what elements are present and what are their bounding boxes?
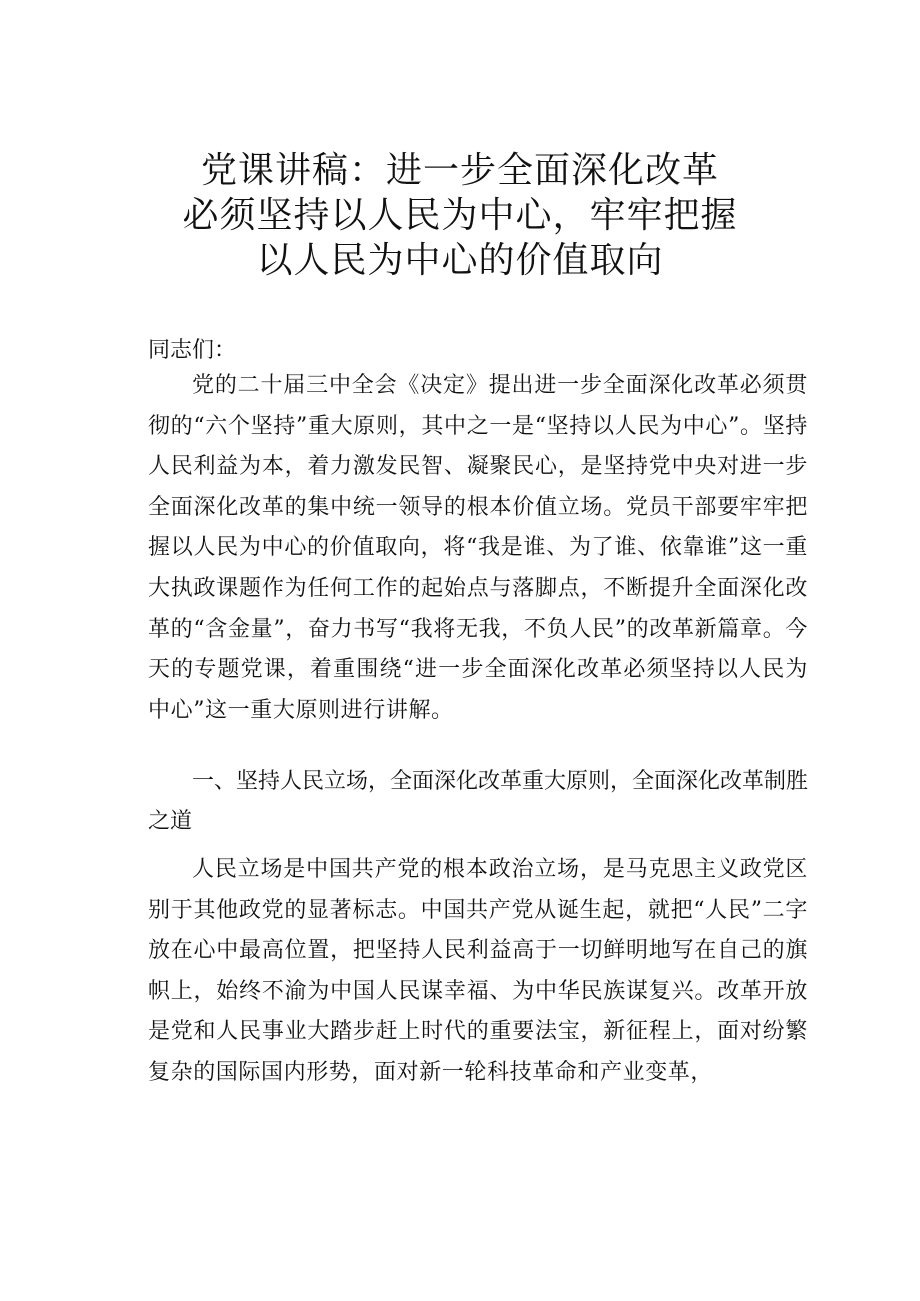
section-heading-1: 一、坚持人民立场，全面深化改革重大原则，全面深化改革制胜之道 — [148, 769, 809, 834]
paragraph-intro: 党的二十届三中全会《决定》提出进一步全面深化改革必须贯彻的“六个坚持”重大原则，其中之一是“坚持以人民为中心”。坚持人民利益为本，着力激发民智、凝聚民心，是坚持党中央对进一步全面深化改革的集中统一领导的根本价值立场。党员干部要牢牢把握以人民为中心的价值取向，将“我是谁、为了谁、依靠谁”这一重大执政课题作为任何工作的起始点与落脚点，不断提升全面深化改革的“含金量”，奋力书写“我将无我，不负人民”的改革新篇章。今天的专题党课，着重围绕“进一步全面深化改革必须坚持以人民为中心”这一重大原则进行讲解。 — [148, 373, 808, 723]
document-title — [120, 148, 800, 283]
paragraph-section-1: 人民立场是中国共产党的根本政治立场，是马克思主义政党区别于其他政党的显著标志。中国共产党从诞生起，就把“人民”二字放在心中最高位置，把坚持人民利益高于一切鲜明地写在自己的旗帜上，始终不渝为中国人民谋幸福、为中华民族谋复兴。改革开放是党和人民事业大踏步赶上时代的重要法宝，新征程上，面对纷繁复杂的国际国内形势，面对新一轮科技革命和产业变革， — [148, 857, 808, 1085]
title-line-2: 必须坚持以人民为中心，牢牢把握 — [182, 195, 738, 236]
title-line-3: 以人民为中心的价值取向 — [256, 240, 664, 281]
title-line-1: 党课讲稿：进一步全面深化改革 — [200, 150, 719, 191]
salutation: 同志们： — [148, 338, 237, 363]
